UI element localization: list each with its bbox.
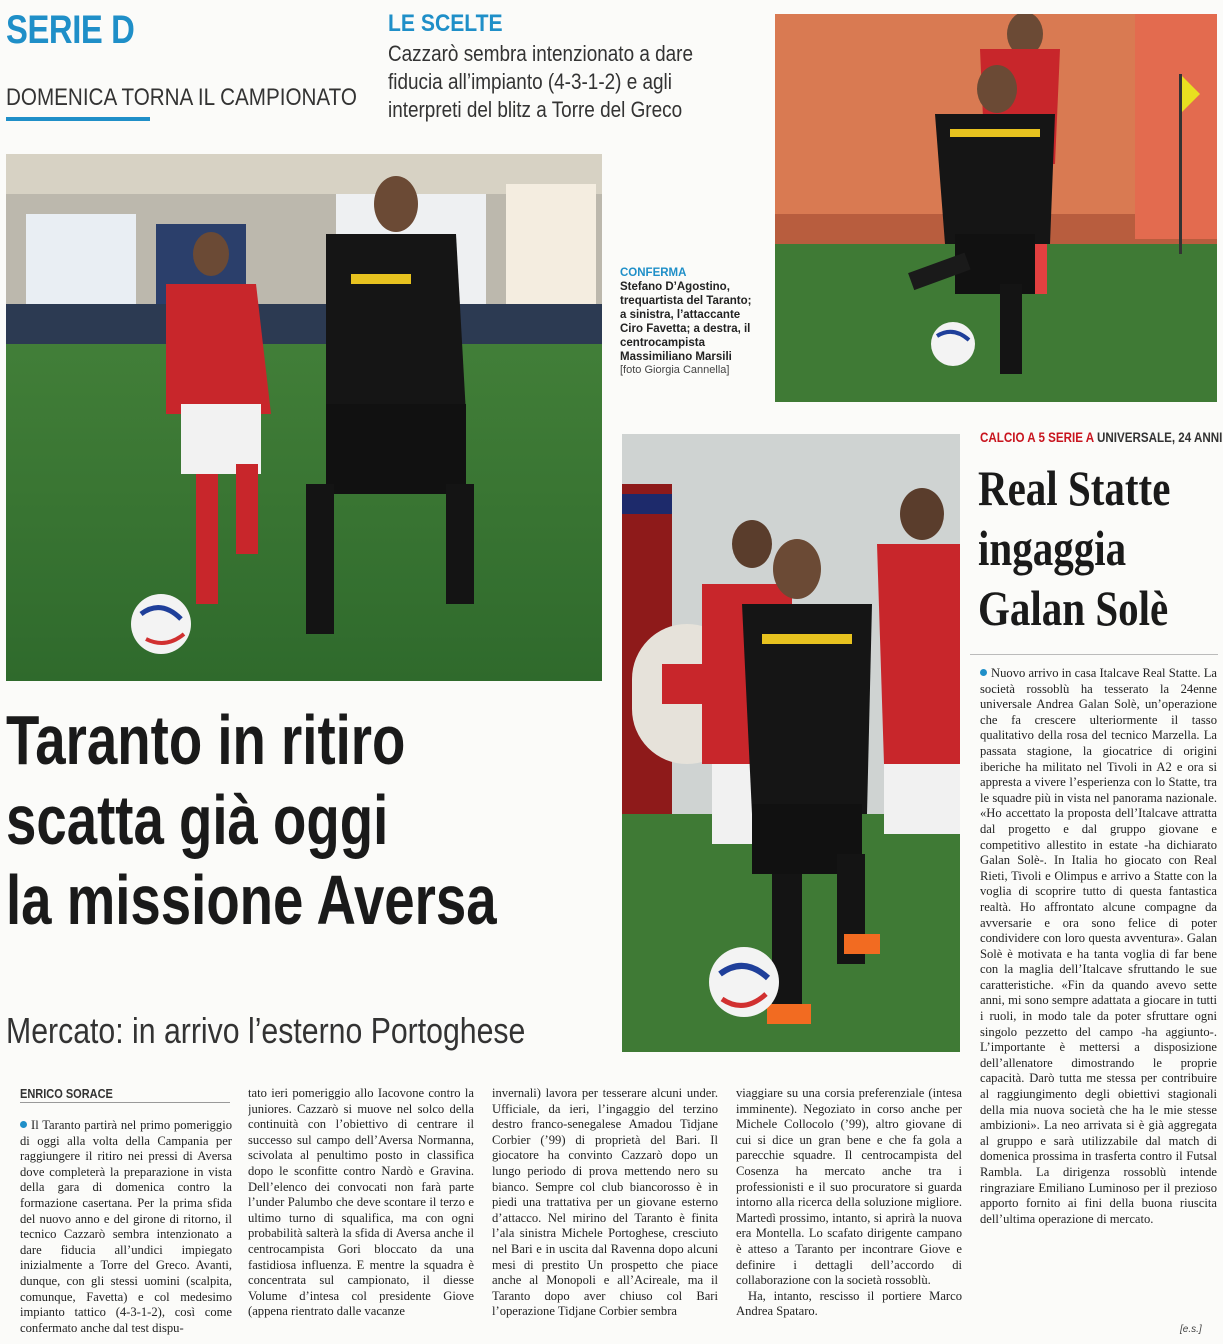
le-scelte-text: Cazzarò sembra intenzionato a dare fiducia all’impianto (4-3-1-2) e agli interpreti del blitz a Torre del Greco bbox=[388, 41, 694, 122]
photo-caption bbox=[620, 266, 760, 376]
match-photo-left bbox=[6, 154, 602, 681]
column-2-text: tato ieri pomeriggio allo Iacovone contro la juniores. Cazzarò si muove nel solco della continuità con l’obiettivo di centrare il successo sul campo dell’Aversa Normanna, scivolata al penultimo posto in classifica dopo le sconfitte contro Nardò e Gravina. Dell’elenco dei convocati non farà parte l’under Palumbo che deve scontare il terzo e ultimo turno di squalifica, ma con ogni probabilità salterà la sfida di Aversa anche il centrocampista Gori bloccato da una fastidiosa influenza. E mentre la squadra è concentrata sul campionato, il diesse Volume d’intesa col presidente Giove (appena rientrato dalle vacanze bbox=[248, 1086, 474, 1319]
headline-line-3: la missione Aversa bbox=[6, 861, 497, 939]
match-photo-right bbox=[775, 14, 1217, 402]
top-right-photo bbox=[775, 14, 1217, 402]
column-4-closing: Ha, intanto, rescisso il portiere Marco Andrea Spataro. bbox=[736, 1288, 962, 1319]
main-subheadline: Mercato: in arrivo l’esterno Portoghese bbox=[6, 1010, 526, 1051]
section-underline bbox=[6, 117, 150, 121]
bullet-dot bbox=[20, 1121, 27, 1128]
side-kicker-section: CALCIO A 5 SERIE A bbox=[980, 430, 1094, 445]
side-body bbox=[980, 666, 1217, 1316]
side-headline-line-2: ingaggia bbox=[978, 520, 1127, 576]
photo-credit: [foto Giorgia Cannella] bbox=[620, 364, 730, 376]
side-kicker-detail: UNIVERSALE, 24 ANNI bbox=[1096, 430, 1223, 445]
side-rule bbox=[970, 654, 1218, 655]
main-column-3 bbox=[492, 1086, 718, 1340]
headline-line-1: Taranto in ritiro bbox=[6, 701, 406, 779]
side-kicker bbox=[980, 430, 1222, 445]
byline-rule bbox=[20, 1102, 230, 1103]
le-scelte-label: LE SCELTE bbox=[388, 10, 503, 37]
caption-label: CONFERMA bbox=[620, 267, 687, 279]
side-signature: [e.s.] bbox=[1180, 1324, 1202, 1335]
byline: ENRICO SORACE bbox=[20, 1087, 113, 1101]
headline-line-2: scatta già oggi bbox=[6, 781, 389, 859]
main-column-4 bbox=[736, 1086, 962, 1340]
side-body-text: Nuovo arrivo in casa Italcave Real Statte. La società rossoblù ha tesserato la 24enne universale Andrea Galan Solè, un’operazione che fa crescere ulteriormente il tasso qualitativo della rosa del tecnico Marzella. La passata stagione, la giocatrice di origini iberiche ha militato nel Tivoli in A2 e ora si appresta a vivere l’esperienza con lo Statte, tra le squadre più in vista nel panorama nazionale. «Ho accettato la proposta dell’Italcave attratta dal progetto e dal gruppo giovane e competitivo allestito in estate -ha dichiarato Galan Solè-. In Italia ho giocato con Real Rieti, Tivoli e Olimpus e arrivo a Statte con la voglia di scoprire tutto di questa fantastica realtà. Ho affrontato alcune compagne da avversarie e ora sono felice di poter condividere con loro questa avventura». Galan Solè è motivata e ha tanta voglia di far bene con la maglia dell’Italcave sfruttando le sue caratteristiche. «Fin da quando avevo sette anni, mi sono sempre adattata a giocare in tutti i ruoli, in modo tale da poter sfruttare ogni singolo pezzetto del campo -ha aggiunto-. L’importante è mettersi a disposizione dell’allenatore dimostrando le proprie capacità. Darò tutta me stessa per contribuire al raggiungimento degli obiettivi stagionali della mia nuova società che ha le mie stesse ambizioni». La neo arrivata si è già aggregata al gruppo e sarà utilizzabile dal match di domenica prossima in trasferta contro il Futsal Rambla. La dirigenza rossoblù intende ringraziare Emiliano Luminoso per il prezioso apporto fornito ai fini della buona riuscita dell’ultima operazione di mercato. bbox=[980, 666, 1217, 1226]
side-headline-line-1: Real Statte bbox=[978, 460, 1171, 516]
main-headline bbox=[6, 700, 616, 940]
match-photo-center bbox=[622, 434, 960, 1052]
side-headline bbox=[978, 458, 1218, 638]
side-headline-line-3: Galan Solè bbox=[978, 580, 1169, 636]
section-label: SERIE D bbox=[6, 8, 135, 52]
column-1-text: Il Taranto partirà nel primo pomeriggio di oggi alla volta della Campania per raggiungere il ritiro nei pressi di Aversa dove completerà la preparazione in vista della gara di domenica contro la formazione casertana. Per la prima sfida del nuovo anno e del girone di ritorno, il tecnico Cazzarò sembra intenzionato a dare fiducia all’undici impiegato inizialmente a Torre del Greco. Avanti, dunque, con gli stessi uomini (scalpita, comunque, Favetta) e col medesimo impianto tattico (4-3-1-2), così come confermato anche dal test dispu- bbox=[20, 1118, 232, 1335]
bullet-dot bbox=[980, 669, 987, 676]
main-column-2 bbox=[248, 1086, 474, 1340]
main-column-1 bbox=[20, 1118, 232, 1338]
column-4-text: viaggiare su una corsia preferenziale (intesa imminente). Negoziato in corso anche per Michele Collocolo (’99), altro giovane di cui si dice un gran bene e che fa gola a parecchie squadre. Il centrocampista del Cosenza ha mercato anche tra i professionisti e il suo procuratore si guarda intorno alla ricerca della soluzione migliore. Martedì prossimo, intanto, si aprirà la nuova era Montella. Lo scafato dirigente campano è atteso a Taranto per incontrare Giove e definire i dettagli dell’accordo di collaborazione con la società rossoblù. bbox=[736, 1086, 962, 1288]
section-subtitle: DOMENICA TORNA IL CAMPIONATO bbox=[6, 84, 357, 111]
column-3-text: invernali) lavora per tesserare alcuni under. Ufficiale, da ieri, l’ingaggio del terzino destro franco-senegalese Amadou Tidjane Corbier (’99) di proprietà del Bari. Il giocatore ha convinto Cazzarò dopo un lungo periodo di prova mettendo nero su bianco. Sempre col club biancorosso è in piedi una trattativa per un giovane esterno d’attacco. Nel mirino del Taranto è finita l’ala sinistra Michele Portoghese, cresciuto nel Bari e in uscita dal Ravenna dopo alcuni mesi di prestito Un prospetto che piace anche al Monopoli e all’Acireale, ma il Taranto dopo aver chiuso col Bari l’operazione Tidjane Corbier sembra bbox=[492, 1086, 718, 1319]
middle-photo bbox=[622, 434, 960, 1052]
caption-text: Stefano D’Agostino, trequartista del Taranto; a sinistra, l’attaccante Ciro Favetta; a destra, il centrocampista Massimiliano Marsili bbox=[620, 281, 752, 363]
main-photo bbox=[6, 154, 602, 681]
